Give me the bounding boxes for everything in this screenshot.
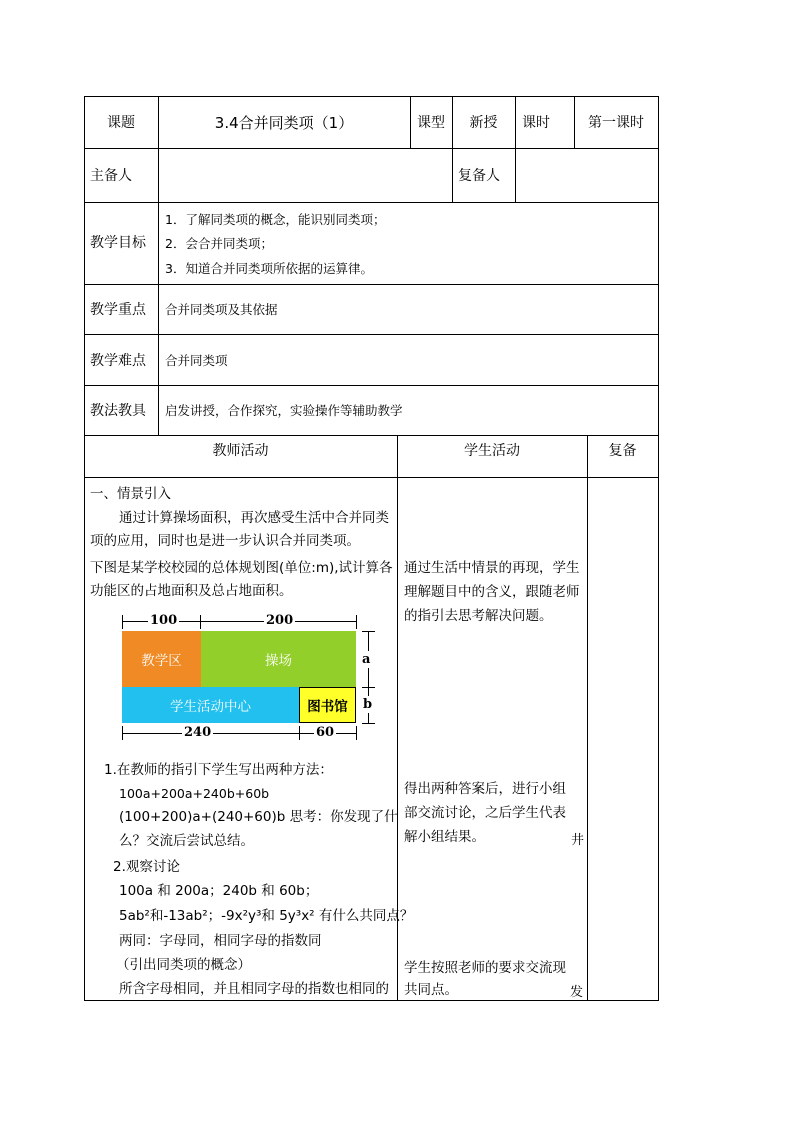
zone-activity-label: 学生活动中心 (170, 699, 251, 715)
concept-line: （引出同类项的概念） (116, 957, 251, 973)
observe-line: 5ab²和-13ab²；-9x²y³和 5y³x² 有什么共同点？ (119, 908, 414, 924)
assist-preparer-label: 复备人 (458, 168, 500, 184)
zone-library (299, 687, 356, 723)
student-text: 解小组结果。 (404, 829, 485, 845)
cut-off-mark: 发 (570, 985, 584, 1000)
zone-library-label: 图书馆 (307, 699, 348, 715)
table-border-right (658, 96, 659, 1001)
methods-label: 教法教具 (90, 403, 146, 419)
teacher-column-header: 教师活动 (212, 443, 269, 459)
hours-value: 第一课时 (588, 115, 644, 131)
goals-label: 教学目标 (90, 235, 146, 251)
dimension-tick (356, 615, 357, 629)
student-text: 的指引去思考解决问题。 (404, 608, 553, 624)
student-text: 通过生活中情景的再现，学生 (404, 560, 580, 576)
problem-line: 下图是某学校校园的总体规划图(单位:m),试计算各 (90, 560, 393, 576)
dimension-tick (362, 723, 375, 724)
table-col-line (158, 96, 159, 436)
dimension-tick (362, 687, 375, 688)
student-text: 学生按照老师的要求交流现 (404, 960, 566, 976)
zone-playground (201, 631, 356, 687)
dim-top-right: 200 (266, 613, 294, 628)
dimension-tick (200, 615, 201, 629)
dim-side-bottom: b (363, 697, 373, 712)
hours-label: 课时 (522, 115, 550, 131)
observe-line: 100a 和 200a；240b 和 60b； (119, 883, 319, 899)
problem-line: 功能区的占地面积及总占地面积。 (90, 583, 293, 599)
zone-teaching-label: 教学区 (141, 653, 182, 669)
review-column-header: 复备 (608, 443, 637, 459)
type-label: 课型 (417, 115, 445, 131)
final-line: 所含字母相同，并且相同字母的指数也相同的 (119, 981, 389, 997)
campus-plan-diagram (118, 610, 388, 745)
intro-line: 项的应用，同时也是进一步认识合并同类项。 (90, 533, 360, 549)
step-one: 1.在教师的指引下学生写出两种方法： (104, 762, 333, 778)
methods-value: 启发讲授，合作探究，实验操作等辅助教学 (165, 403, 403, 418)
main-preparer-label: 主备人 (90, 168, 132, 184)
goal-item: 2．会合并同类项； (165, 236, 273, 251)
table-row-line (84, 148, 659, 149)
goal-item: 1．了解同类项的概念，能识别同类项； (165, 212, 386, 227)
section-heading: 一、情景引入 (90, 486, 171, 502)
difficulty-label: 教学难点 (90, 353, 146, 369)
difficulty-value: 合并同类项 (165, 353, 228, 368)
student-text: 共同点。 (404, 982, 458, 998)
dimension-tick (362, 631, 375, 632)
student-text: 理解题目中的含义，跟随老师 (404, 584, 580, 600)
student-text: 部交流讨论，之后学生代表 (404, 805, 566, 821)
goal-item: 3．知道合并同类项所依据的运算律。 (165, 261, 373, 276)
key-point-label: 教学重点 (90, 302, 146, 318)
intro-line: 通过计算操场面积，再次感受生活中合并同类 (119, 510, 389, 526)
dim-side-top: a (362, 652, 371, 667)
cut-off-mark: 井 (571, 833, 585, 848)
dimension-tick (122, 615, 123, 629)
dimension-tick (299, 726, 300, 740)
dimension-tick (122, 726, 123, 740)
dim-bottom-left: 240 (184, 725, 212, 740)
table-row-line (84, 385, 659, 386)
student-column-header: 学生活动 (464, 443, 520, 459)
formula-line: 么？交流后尝试总结。 (119, 833, 254, 849)
student-text: 得出两种答案后，进行小组 (404, 781, 566, 797)
zone-teaching-area (122, 631, 201, 687)
table-row-line (84, 477, 659, 478)
zone-activity-center (122, 687, 299, 723)
formula-line: 100a+200a+240b+60b (119, 786, 270, 801)
table-row-line (84, 284, 659, 285)
dimension-tick (356, 726, 357, 740)
zone-playground-label: 操场 (265, 653, 292, 669)
table-border-top (84, 96, 659, 97)
dim-top-left: 100 (150, 613, 178, 628)
table-row-line (84, 334, 659, 335)
step-two: 2.观察讨论 (113, 859, 180, 875)
table-row-line (84, 435, 659, 436)
topic-value: 3.4合并同类项（1） (214, 114, 354, 132)
topic-label: 课题 (107, 115, 135, 131)
table-row-line (84, 202, 659, 203)
table-border-left (84, 96, 85, 1001)
formula-line: (100+200)a+(240+60)b 思考：你发现了什 (119, 809, 398, 825)
dim-bottom-right: 60 (316, 725, 335, 740)
answer-line: 两同：字母同，相同字母的指数同 (119, 933, 322, 949)
key-point-value: 合并同类项及其依据 (165, 302, 278, 317)
table-col-line (587, 435, 588, 1001)
type-value: 新授 (469, 115, 498, 131)
table-col-line (515, 96, 516, 203)
